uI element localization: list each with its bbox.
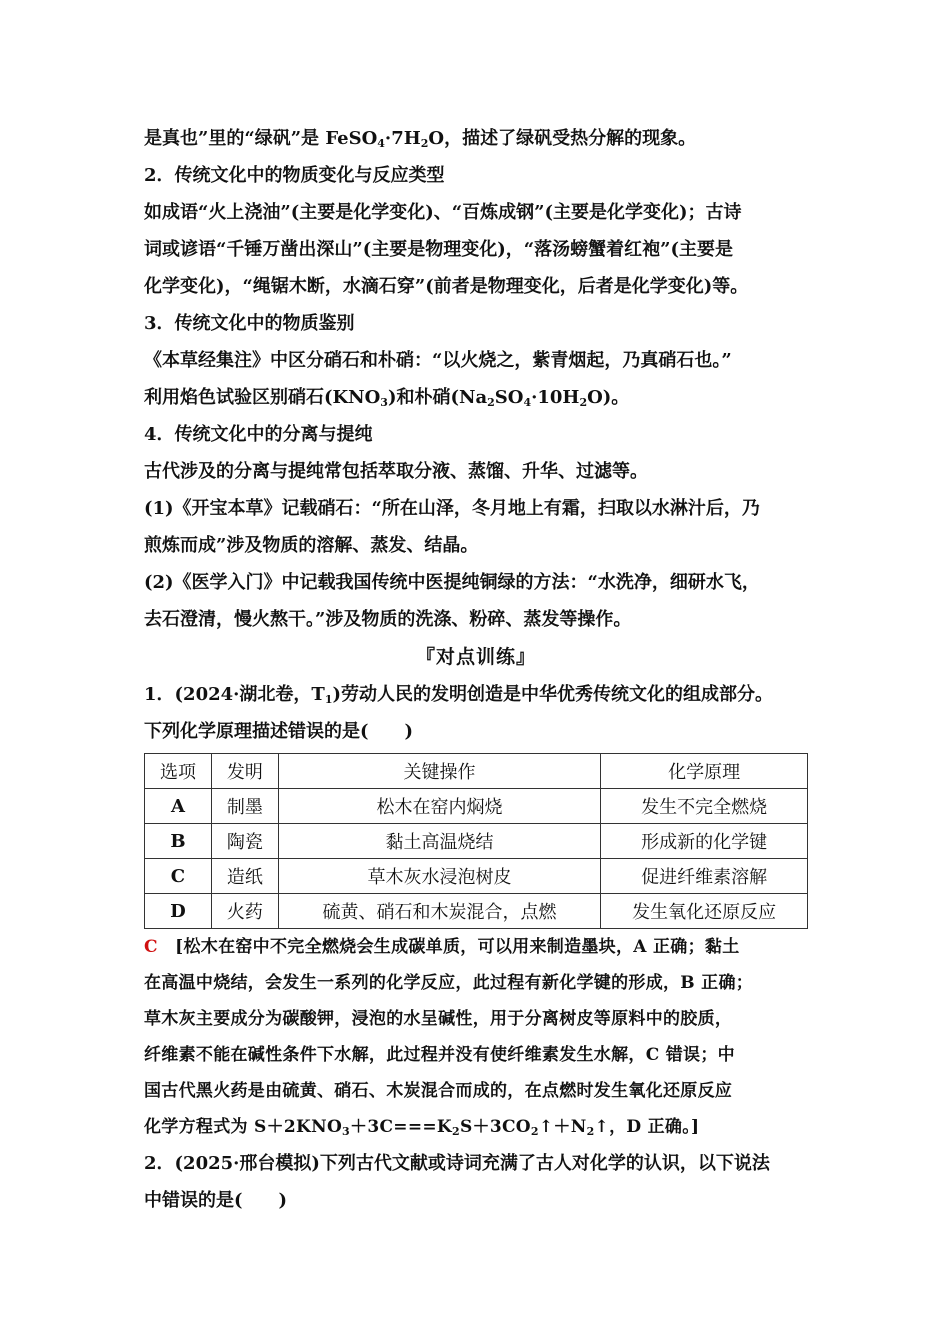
table-cell: 发生不完全燃烧 bbox=[601, 789, 808, 824]
intro-line: 是真也”里的“绿矾”是 $FeSO_4\cdot 7H_2O$，描述了绿矾受热分解的现象。 bbox=[144, 128, 697, 150]
section-3-heading: 3．传统文化中的物质鉴别 bbox=[144, 313, 355, 334]
table-cell: 硫黄、硝石和木炭混合，点燃 bbox=[278, 894, 600, 929]
section-4-line: 古代涉及的分离与提纯常包括萃取分液、蒸馏、升华、过滤等。 bbox=[144, 461, 648, 482]
section-4-line: 去石澄清，慢火熬干。”涉及物质的洗涤、粉碎、蒸发等操作。 bbox=[144, 609, 632, 630]
table-cell: 形成新的化学键 bbox=[601, 824, 808, 859]
table-cell: D bbox=[145, 894, 212, 929]
question-1-line: 下列化学原理描述错误的是( ) bbox=[144, 721, 414, 742]
answer-line: C [松木在窑中不完全燃烧会生成碳单质，可以用来制造墨块，A 正确；黏土 bbox=[144, 937, 740, 957]
table-cell: 发生氧化还原反应 bbox=[601, 894, 808, 929]
table-header-cell: 关键操作 bbox=[278, 754, 600, 789]
question-2-line: 2．(2025·邢台模拟)下列古代文献或诗词充满了古人对化学的认识，以下说法 bbox=[144, 1153, 770, 1174]
table-row bbox=[145, 859, 808, 894]
answer-letter: C bbox=[144, 937, 158, 957]
section-3-line: 《本草经集注》中区分硝石和朴硝：“以火烧之，紫青烟起，乃真硝石也。” bbox=[144, 350, 732, 371]
table-row bbox=[145, 894, 808, 929]
answer-line: 在高温中烧结，会发生一系列的化学反应，此过程有新化学键的形成，B 正确； bbox=[144, 973, 754, 993]
section-4-line: (1)《开宝本草》记载硝石：“所在山泽，冬月地上有霜，扫取以水淋汁后，乃 bbox=[144, 498, 760, 519]
document-page bbox=[144, 120, 808, 1219]
table-cell: 火药 bbox=[211, 894, 278, 929]
table-row bbox=[145, 789, 808, 824]
options-table bbox=[144, 753, 808, 929]
table-header-cell: 化学原理 bbox=[601, 754, 808, 789]
table-cell: 促进纤维素溶解 bbox=[601, 859, 808, 894]
section-2-line: 如成语“火上浇油”(主要是化学变化)、“百炼成钢”(主要是化学变化)；古诗 bbox=[144, 202, 742, 223]
table-cell: 制墨 bbox=[211, 789, 278, 824]
answer-line: 国古代黑火药是由硫黄、硝石、木炭混合而成的，在点燃时发生氧化还原反应 bbox=[144, 1081, 733, 1101]
section-2-line: 词或谚语“千锤万凿出深山”(主要是物理变化)，“落汤螃蟹着红袍”(主要是 bbox=[144, 239, 733, 260]
table-cell: 黏土高温烧结 bbox=[278, 824, 600, 859]
table-cell: 造纸 bbox=[211, 859, 278, 894]
section-3-line: 利用焰色试验区别硝石$(KNO_3)$和朴硝$(Na_2SO_4\cdot 10H_2O)$。 bbox=[144, 387, 630, 409]
section-4-line: 煎炼而成”涉及物质的溶解、蒸发、结晶。 bbox=[144, 535, 479, 556]
table-cell: 松木在窑内焖烧 bbox=[278, 789, 600, 824]
answer-line: 草木灰主要成分为碳酸钾，浸泡的水呈碱性，用于分离树皮等原料中的胶质， bbox=[144, 1009, 733, 1029]
answer-line: 化学方程式为 $S+2KNO_3+3C===K_2S+3CO_2↑+N_2↑$，D 正确。] bbox=[144, 1117, 700, 1138]
table-cell: 草木灰水浸泡树皮 bbox=[278, 859, 600, 894]
table-header-cell: 选项 bbox=[145, 754, 212, 789]
practice-title: 『对点训练』 bbox=[415, 646, 536, 668]
table-header-row bbox=[145, 754, 808, 789]
table-cell: B bbox=[145, 824, 212, 859]
table-cell: A bbox=[145, 789, 212, 824]
table-row bbox=[145, 824, 808, 859]
table-cell: 陶瓷 bbox=[211, 824, 278, 859]
question-2-line: 中错误的是( ) bbox=[144, 1190, 288, 1211]
section-4-heading: 4．传统文化中的分离与提纯 bbox=[144, 424, 373, 445]
section-4-line: (2)《医学入门》中记载我国传统中医提纯铜绿的方法：“水洗净，细研水飞， bbox=[144, 572, 760, 593]
section-2-line: 化学变化)，“绳锯木断，水滴石穿”(前者是物理变化，后者是化学变化)等。 bbox=[144, 276, 749, 297]
answer-line: 纤维素不能在碱性条件下水解，此过程并没有使纤维素发生水解，C 错误；中 bbox=[144, 1045, 735, 1065]
question-1-line: 1．(2024·湖北卷，$T_1$)劳动人民的发明创造是中华优秀传统文化的组成部分。 bbox=[144, 684, 773, 706]
table-header-cell: 发明 bbox=[211, 754, 278, 789]
section-2-heading: 2．传统文化中的物质变化与反应类型 bbox=[144, 165, 445, 186]
table-cell: C bbox=[145, 859, 212, 894]
